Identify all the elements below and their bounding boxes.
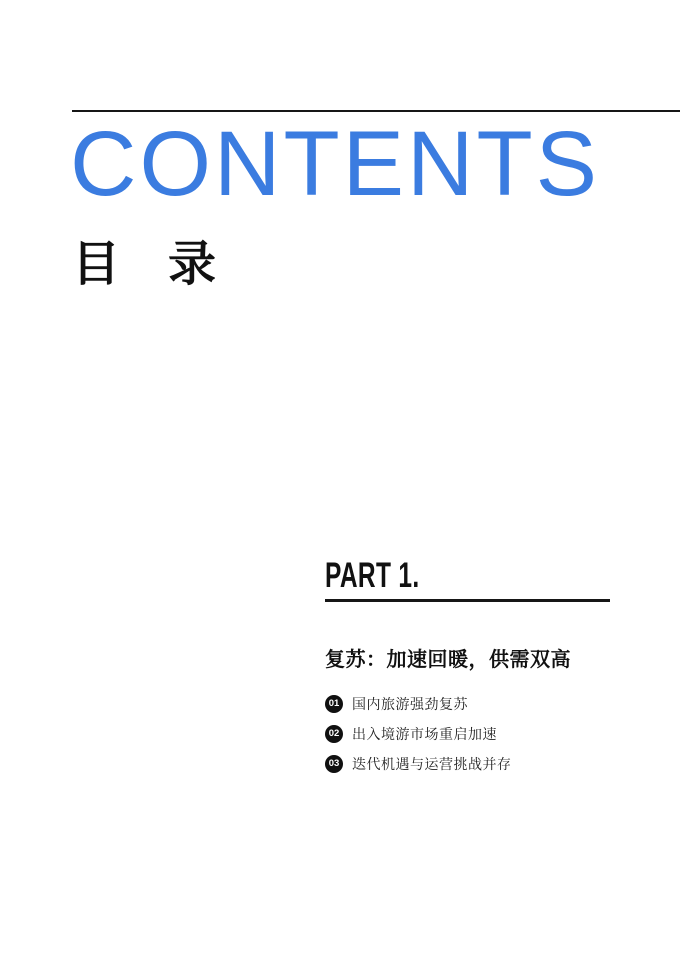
part-subtitle: 复苏：加速回暖，供需双高 (325, 648, 571, 671)
part-label: PART 1. (325, 556, 420, 595)
part-1-section (325, 558, 610, 774)
toc-list (325, 694, 610, 774)
top-divider (72, 110, 680, 112)
toc-item-2[interactable] (325, 724, 610, 744)
item-number-badge: 02 (325, 725, 343, 743)
item-number-badge: 03 (325, 755, 343, 773)
item-number-badge: 01 (325, 695, 343, 713)
page-title-en: CONTENTS (70, 113, 600, 215)
toc-item-3[interactable] (325, 754, 610, 774)
toc-item-label: 国内旅游强劲复苏 (352, 695, 468, 712)
part-underline (325, 599, 610, 602)
toc-item-label: 出入境游市场重启加速 (352, 725, 497, 742)
page-title-zh: 目 录 (72, 238, 217, 291)
toc-item-label: 迭代机遇与运营挑战并存 (352, 755, 512, 772)
toc-item-1[interactable] (325, 694, 610, 714)
